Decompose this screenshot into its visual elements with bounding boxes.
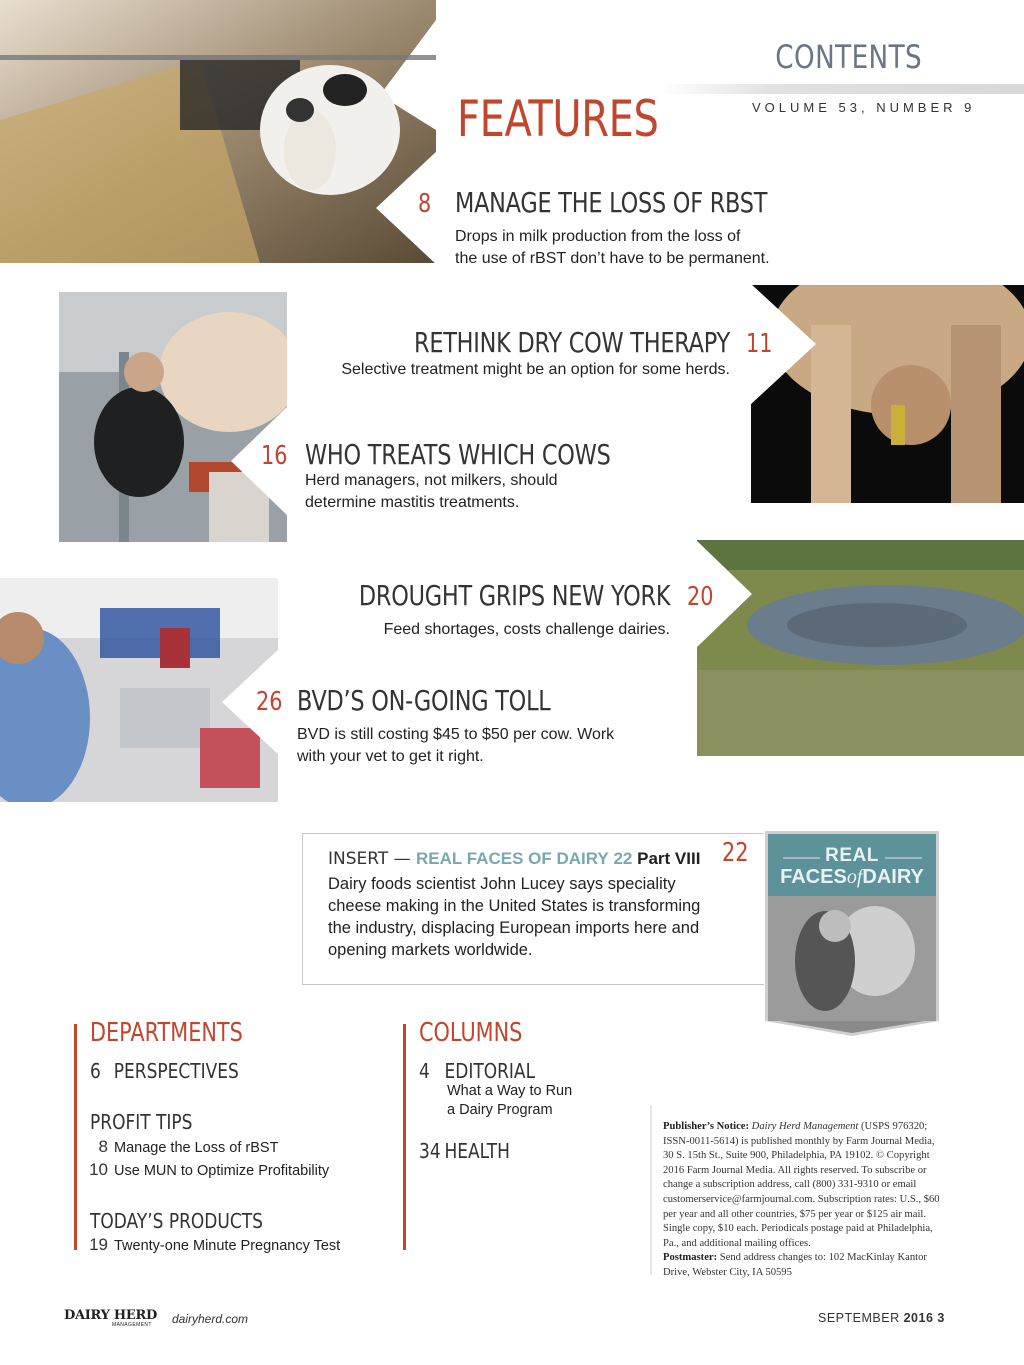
column-item-health[interactable]: 34 HEALTH (419, 1139, 510, 1163)
footer-logo-sub: MANAGEMENT (112, 1322, 152, 1328)
department-item-perspectives[interactable]: 6 PERSPECTIVES (90, 1059, 239, 1083)
feature-page-number: 16 (261, 441, 288, 471)
feature-headline[interactable]: BVD’S ON-GOING TOLL (297, 684, 551, 717)
feature-page-number: 8 (418, 189, 432, 219)
feature-headline[interactable]: MANAGE THE LOSS OF RBST (455, 186, 768, 219)
publisher-notice: Publisher’s Notice: Dairy Herd Management (USPS 976320; ISSN-0011-5614) is published monthly by Farm Journal Media, 30 S. 15th St., Suite 900, Philadelphia, PA 19102. © Copyright 2016 Farm Journal Media. All rights reserved. To subscribe or change a subscription address, call (800) 331-9310 or email customerservice@farmjournal.com. Subscription rates: U.S., $60 per year and all other countries, $75 per year or $125 air mail. Single copy, $10 each. Periodicals postage paid at Philadelphia, Pa., and additional mailing offices. Postmaster: Send address changes to: 102 MacKinlay Kantor Drive, Webster City, IA 50595 (663, 1121, 940, 1278)
feature-headline[interactable]: RETHINK DRY COW THERAPY (414, 326, 730, 359)
feature-description: Herd managers, not milkers, should determine mastitis treatments. (305, 472, 558, 511)
list-item[interactable]: 10 Use MUN to Optimize Profitability (89, 1160, 330, 1179)
volume-number: VOLUME 53, NUMBER 9 (752, 100, 976, 115)
departments-title: DEPARTMENTS (90, 1018, 243, 1048)
badge-title-line2: FACESofDAIRY (780, 866, 924, 888)
feature-page-number: 26 (256, 687, 283, 717)
feature-description: Drops in milk production from the loss of the use of rBST don’t have to be permanent. (455, 228, 770, 267)
contents-title: CONTENTS (775, 38, 923, 76)
insert-part: Part VIII (637, 849, 701, 868)
profit-tips-title: PROFIT TIPS (90, 1110, 193, 1134)
insert-label: INSERT — (328, 849, 417, 869)
feature-page-number: 20 (687, 582, 714, 612)
barn-cows-photo (0, 0, 436, 263)
insert-description: Dairy foods scientist John Lucey says speciality cheese making in the United States is transforming the industry, displacing European imports here and opening markets worldwide. (328, 875, 701, 959)
todays-products-title: TODAY’S PRODUCTS (90, 1209, 263, 1233)
columns-title: COLUMNS (419, 1018, 523, 1048)
list-item[interactable]: 19 Twenty-one Minute Pregnancy Test (89, 1235, 341, 1254)
feature-headline[interactable]: WHO TREATS WHICH COWS (305, 438, 611, 471)
badge-title-line1: REAL (825, 845, 879, 866)
feature-description: Feed shortages, costs challenge dairies. (383, 621, 670, 638)
insert-page-number: 22 (722, 838, 749, 868)
contents-shadow-bar (660, 84, 1024, 94)
insert-title-page: 22 (613, 849, 633, 868)
departments-rule (74, 1024, 77, 1250)
feature-page-number: 11 (746, 329, 773, 359)
list-item[interactable]: 8 Manage the Loss of rBST (98, 1137, 279, 1156)
notice-rule (650, 1105, 652, 1275)
column-item-editorial[interactable]: 4 EDITORIAL (419, 1059, 536, 1083)
insert-title: REAL FACES OF DAIRY (416, 849, 609, 868)
footer-logo: DAIRY HERD (64, 1308, 157, 1323)
footer-url[interactable]: dairyherd.com (172, 1312, 249, 1326)
columns-rule (403, 1024, 406, 1250)
editorial-subtitle: What a Way to Run a Dairy Program (447, 1083, 573, 1118)
feature-description: Selective treatment might be an option for some herds. (341, 361, 730, 378)
insert-heading[interactable] (328, 849, 700, 869)
features-title: FEATURES (457, 90, 659, 148)
feature-description: BVD is still costing $45 to $50 per cow. Work with your vet to get it right. (297, 726, 615, 765)
feature-headline[interactable]: DROUGHT GRIPS NEW YORK (358, 579, 670, 612)
footer-date: SEPTEMBER 2016 3 (818, 1311, 945, 1325)
